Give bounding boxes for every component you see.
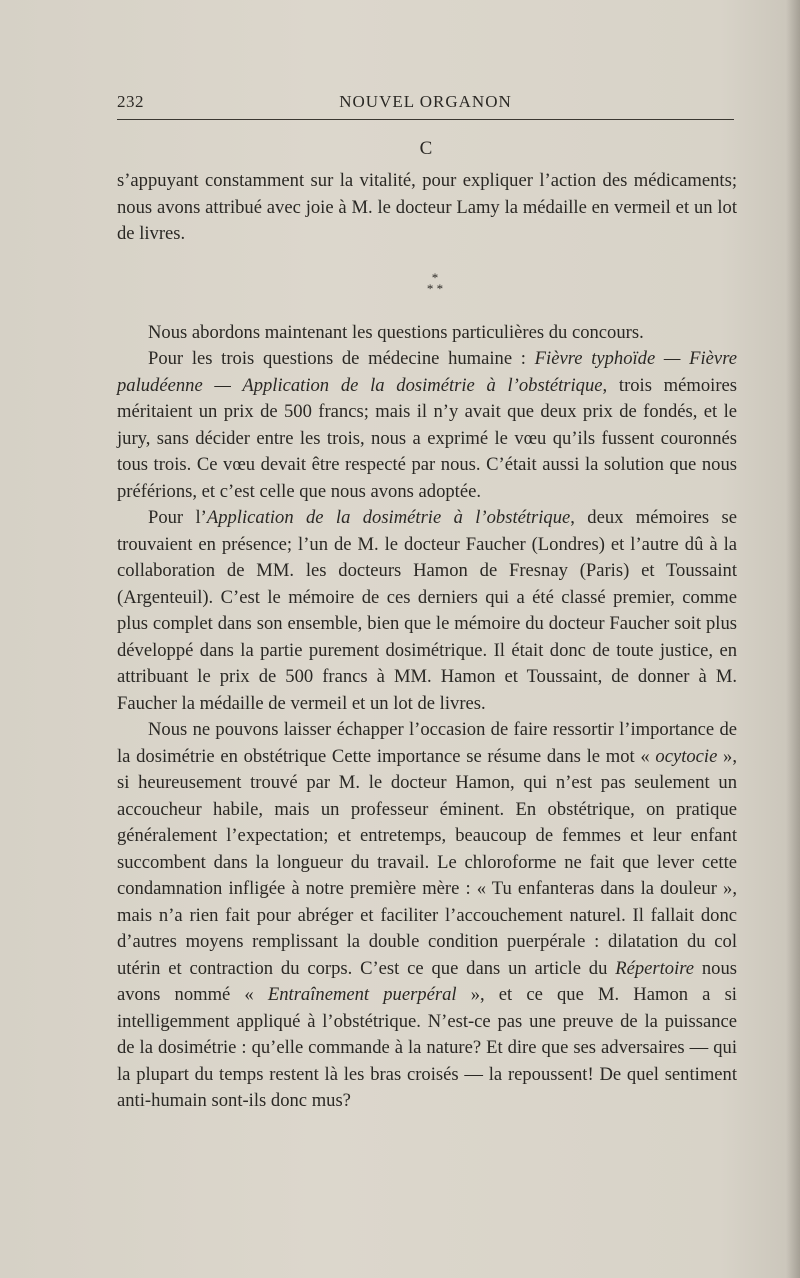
separator-top-star: * xyxy=(431,269,439,285)
separator-bottom-stars: * * xyxy=(426,280,444,296)
page-spine-shadow xyxy=(786,0,800,1278)
running-title: NOUVEL ORGANON xyxy=(339,92,512,111)
text-run: », et ce que M. Hamon a si intelligemment appliqué à l’obstétrique. N’est-ce pas une preuve de la puissance de la dosimétrie : qu’elle commande à la nature? Et dire que ses adversaires — qui la plupart du temps restent là les bras croisés — la repoussent! De quel sentiment anti-humain sont-ils donc mus? xyxy=(117,984,737,1111)
page-header xyxy=(117,90,734,114)
italic-term-entrainement: Entraînement puerpéral xyxy=(267,984,457,1005)
paragraph-intro: Nous abordons maintenant les questions particulières du concours. xyxy=(148,321,644,343)
header-rule xyxy=(117,119,734,120)
paragraph-questions xyxy=(117,346,737,505)
text-run: , deux mémoires se trouvaient en présence; l’un de M. le docteur Faucher (Londres) et l’autre dû à la collaboration de MM. les docteurs Hamon de Fresnay (Paris) et Toussaint (Argenteuil). C’est le mémoire de ces derniers qui a été classé premier, comme plus complet dans son ensemble, bien que le mémoire du docteur Faucher soit plus développé dans la partie purement dosimétrique. Il était donc de toute justice, en attribuant le prix de 500 francs à MM. Hamon et Toussaint, de donner à M. Faucher la médaille de vermeil et un lot de livres. xyxy=(117,507,737,714)
italic-journal-title: Répertoire xyxy=(615,957,695,979)
body-text xyxy=(117,168,737,1115)
section-separator xyxy=(117,269,737,296)
text-run: », si heureusement trouvé par M. le docteur Hamon, qui n’est pas seulement un accoucheur habile, mais un professeur éminent. En obstétrique, on pratique généralement l’expectation; et entretemps, beaucoup de femmes et leur enfant succombent dans la longueur du travail. Le chloroforme ne fait que lever cette condamnation infligée à notre première mère : « Tu enfanteras dans la douleur », mais n’a rien fait pour abréger et faciliter l’accouchement naturel. Il fallait donc d’autres moyens remplissant la double condition puerpérale : dilatation du col utérin et contraction du corps. C’est ce que dans un article du xyxy=(117,745,738,979)
italic-question-titles: Fièvre typhoïde — Fièvre paludéenne — Application de la dosimétrie à l’obstétrique xyxy=(117,348,737,396)
paragraph-continuation: s’appuyant constamment sur la vitalité, pour expliquer l’action des médicaments; nous avons attribué avec joie à M. le docteur Lamy la médaille en vermeil et un lot de livres. xyxy=(117,170,737,244)
text-run: Pour l’ xyxy=(148,507,207,528)
italic-question-title: Application de la dosimétrie à l’obstétrique xyxy=(206,507,571,528)
section-letter: C xyxy=(419,138,433,159)
text-run: Pour les trois questions de médecine humaine : xyxy=(148,348,535,369)
text-run: nous avons nommé « xyxy=(117,957,738,1005)
paragraph-obstetrics-prize xyxy=(117,505,737,717)
italic-term-ocytocie: ocytocie xyxy=(655,745,718,767)
page-number: 232 xyxy=(117,92,144,111)
text-run: Nous ne pouvons laisser échapper l’occasion de faire ressortir l’importance de la dosimétrie en obstétrique Cette importance se résume dans le mot « xyxy=(117,719,737,767)
text-run: , trois mémoires méritaient un prix de 500 francs; mais il n’y avait que deux prix de fondés, et le jury, sans décider entre les trois, nous a exprimé le vœu qu’ils fussent couronnés tous trois. Ce vœu devait être respecté par nous. C’était aussi la solution que nous préférions, et c’est celle que nous avons adoptée. xyxy=(117,374,737,502)
paragraph-importance xyxy=(117,717,737,1115)
